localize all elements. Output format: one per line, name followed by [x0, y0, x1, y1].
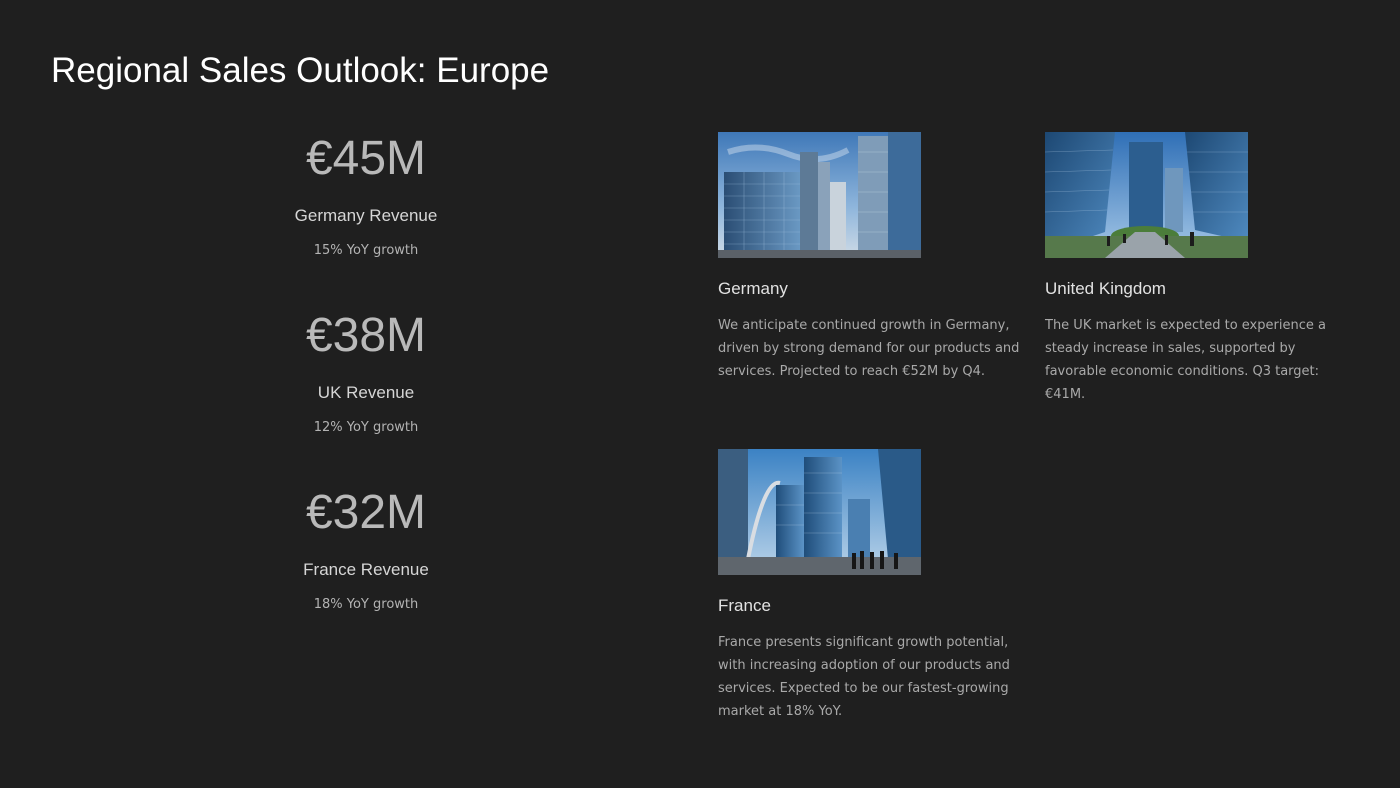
- germany-skyline-image: [718, 132, 921, 258]
- metric-growth: 12% YoY growth: [313, 420, 419, 435]
- metric-label: France Revenue: [303, 560, 429, 579]
- metric-label: UK Revenue: [317, 383, 415, 402]
- card-title: France: [718, 596, 771, 615]
- metric-growth: 15% YoY growth: [313, 243, 419, 258]
- card-description: France presents significant growth potential, with increasing adoption of our products and services. Expected to be our fastest-growing market at 18% YoY.: [718, 635, 1010, 719]
- uk-skyline-image: [1045, 132, 1248, 258]
- metric-value: €38M: [305, 309, 427, 362]
- france-skyline-image: [718, 449, 921, 575]
- slide-title: Regional Sales Outlook: Europe: [51, 51, 550, 90]
- card-description: The UK market is expected to experience a steady increase in sales, supported by favorable economic conditions. Q3 target: €41M.: [1045, 318, 1326, 402]
- metric-germany: [216, 130, 516, 260]
- metric-value: €32M: [305, 486, 427, 539]
- card-description: We anticipate continued growth in Germany, driven by strong demand for our products and services. Projected to reach €52M by Q4.: [718, 318, 1020, 379]
- metric-france: [216, 484, 516, 614]
- metric-uk: [216, 307, 516, 437]
- card-united-kingdom: [1045, 132, 1355, 406]
- metric-label: Germany Revenue: [294, 206, 438, 225]
- metric-growth: 18% YoY growth: [313, 597, 419, 612]
- card-title: United Kingdom: [1045, 279, 1166, 298]
- metric-value: €45M: [305, 132, 427, 185]
- card-germany: [718, 132, 1028, 383]
- card-france: [718, 449, 1028, 723]
- card-title: Germany: [718, 279, 788, 298]
